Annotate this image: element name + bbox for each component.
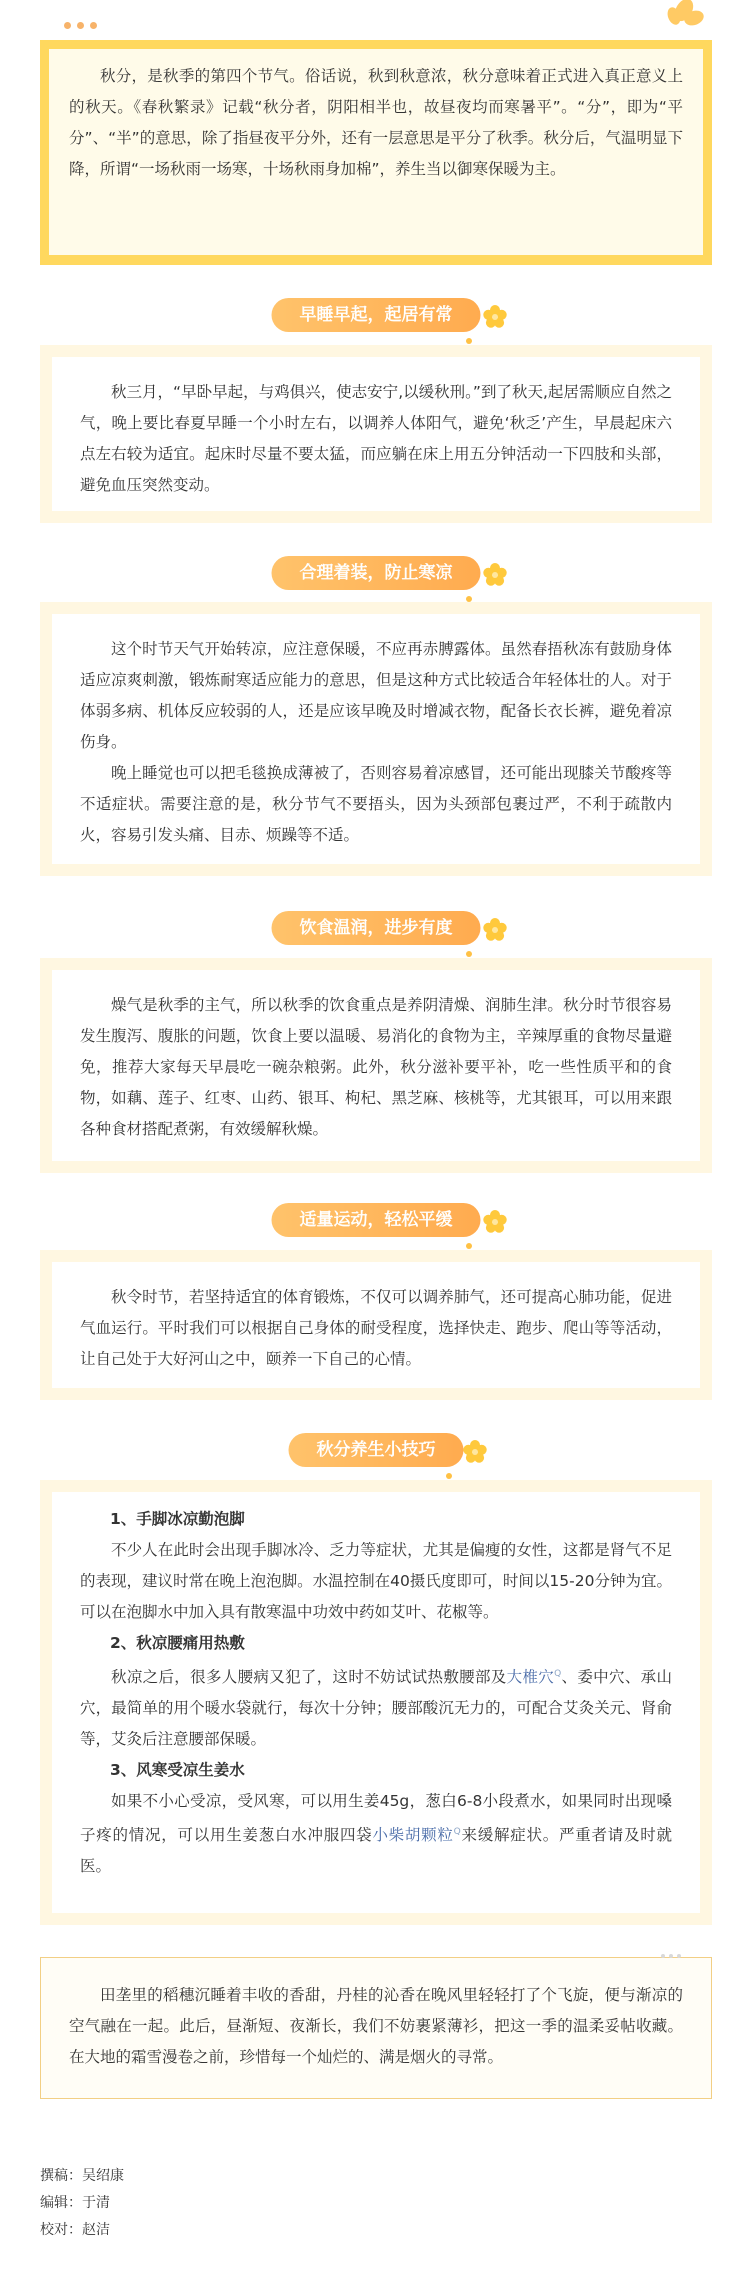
flower-icon	[482, 562, 508, 588]
intro-inner	[49, 49, 703, 255]
decor-dot	[466, 1243, 472, 1249]
section-header	[0, 548, 752, 608]
section-card	[40, 958, 712, 1173]
section-paragraph: 秋三月，“早卧早起，与鸡俱兴，使志安宁,以缓秋刑。”到了秋天,起居需顺应自然之气，晚上要比春夏早睡一个小时左右，以调养人体阳气，避免‘秋乏’产生，早晨起床六点左右较为适宜。起床时尽量不要太猛，而应躺在床上用五分钟活动一下四肢和头部，避免血压突然变动。	[80, 383, 672, 494]
tip-text: 来缓解症状。严重者请及时就医。	[80, 1826, 672, 1876]
tip-heading: 3、风寒受凉生姜水	[110, 1761, 245, 1780]
credit-writer: 撰稿：吴绍康	[40, 2168, 124, 2184]
credit-editor: 编辑：于清	[40, 2195, 110, 2211]
outro-paragraph: 田垄里的稻穗沉睡着丰收的香甜，丹桂的沁香在晚风里轻轻打了个飞旋，便与渐凉的空气融在一起。此后，昼渐短、夜渐长，我们不妨裹紧薄衫，把这一季的温柔妥帖收藏。在大地的霜雪漫卷之前，珍惜每一个灿烂的、满是烟火的寻常。	[69, 1986, 683, 2066]
section-title: 秋分养生小技巧	[289, 1433, 464, 1467]
section-card-inner	[52, 357, 700, 511]
tip-heading: 1、手脚冰凉勤泡脚	[110, 1510, 245, 1528]
acupoint-link[interactable]: 大椎穴	[506, 1668, 555, 1687]
section-card-inner	[52, 614, 700, 864]
section-paragraph: 这个时节天气开始转凉，应注意保暖，不应再赤膊露体。虽然春捂秋冻有鼓励身体适应凉爽刺激，锻炼耐寒适应能力的意思，但是这种方式比较适合年轻体壮的人。对于体弱多病、机体反应较弱的人，还是应该早晚及时增减衣物，配备长衣长裤，避免着凉伤身。	[80, 640, 672, 751]
section-title: 早睡早起，起居有常	[272, 298, 481, 332]
credits	[40, 2163, 124, 2244]
section-paragraph: 晚上睡觉也可以把毛毯换成薄被了，否则容易着凉感冒，还可能出现膝关节酸疼等不适症状。需要注意的是，秋分节气不要捂头，因为头颈部包裹过严，不利于疏散内火，容易引发头痛、目赤、烦躁等不适。	[80, 764, 672, 844]
section-header	[0, 1195, 752, 1255]
tip-paragraph: 不少人在此时会出现手脚冰冷、乏力等症状，尤其是偏瘦的女性，这都是肾气不足的表现，建议时常在晚上泡泡脚。水温控制在40摄氏度即可，时间以15-20分钟为宜。可以在泡脚水中加入具有散寒温中功效中药如艾叶、花椒等。	[80, 1541, 672, 1621]
section-paragraph: 秋令时节，若坚持适宜的体育锻炼，不仅可以调养肺气，还可提高心肺功能，促进气血运行。平时我们可以根据自己身体的耐受程度，选择快走、跑步、爬山等等活动，让自己处于大好河山之中，颐养一下自己的心情。	[80, 1288, 672, 1368]
decor-dot	[446, 1473, 452, 1479]
flower-icon	[656, 0, 704, 40]
tip-text: 、委中穴、承山穴，最简单的用个暖水袋就行，每次十分钟；腰部酸沉无力的，可配合艾灸关元、肾俞等，艾灸后注意腰部保暖。	[80, 1668, 672, 1749]
medicine-link[interactable]: 小柴胡颗粒	[372, 1826, 454, 1845]
section-title: 适量运动，轻松平缓	[272, 1203, 481, 1237]
intro-paragraph: 秋分，是秋季的第四个节气。俗话说，秋到秋意浓，秋分意味着正式进入真正意义上的秋天。《春秋繁录》记载“秋分者，阴阳相半也，故昼夜均而寒暑平”。“分”，即为“平分”、“半”的意思，除了指昼夜平分外，还有一层意思是平分了秋季。秋分后，气温明显下降，所谓“一场秋雨一场寒，十场秋雨身加棉”，养生当以御寒保暖为主。	[69, 67, 683, 178]
tip-paragraph	[80, 1786, 672, 1882]
tips-card-inner	[52, 1492, 700, 1913]
outro-box	[40, 1957, 712, 2099]
decor-dot	[466, 951, 472, 957]
section-header	[0, 1425, 752, 1485]
tips-card	[40, 1480, 712, 1925]
section-header	[0, 903, 752, 963]
section-card	[40, 602, 712, 876]
flower-icon	[482, 917, 508, 943]
intro-box	[40, 40, 712, 265]
flower-icon	[462, 1439, 488, 1465]
tip-paragraph	[80, 1659, 672, 1755]
tip-text: 秋凉之后，很多人腰病又犯了，这时不妨试试热敷腰部及	[111, 1668, 507, 1687]
section-card	[40, 345, 712, 523]
section-card-inner	[52, 970, 700, 1161]
decor-dot	[466, 338, 472, 344]
decor-dots	[661, 1954, 681, 1958]
search-icon: Q	[453, 1827, 461, 1838]
flower-icon	[482, 1209, 508, 1235]
section-paragraph: 燥气是秋季的主气，所以秋季的饮食重点是养阴清燥、润肺生津。秋分时节很容易发生腹泻、腹胀的问题，饮食上要以温暖、易消化的食物为主，辛辣厚重的食物尽量避免，推荐大家每天早晨吃一碗杂粮粥。此外，秋分滋补要平补，吃一些性质平和的食物，如藕、莲子、红枣、山药、银耳、枸杞、黑芝麻、核桃等，尤其银耳，可以用来跟各种食材搭配煮粥，有效缓解秋燥。	[80, 996, 672, 1138]
flower-icon	[482, 304, 508, 330]
section-header	[0, 290, 752, 350]
top-decoration	[40, 0, 712, 40]
tip-text: 如果不小心受凉，受风寒，可以用生姜45g，葱白6-8小段煮水，如果同时出现嗓子疼的情况，可以用生姜葱白水冲服四袋	[80, 1792, 672, 1845]
section-card	[40, 1250, 712, 1400]
decor-dots	[64, 22, 97, 29]
section-card-inner	[52, 1262, 700, 1388]
tip-heading: 2、秋凉腰痛用热敷	[110, 1634, 245, 1652]
section-title: 饮食温润，进步有度	[272, 911, 481, 945]
section-title: 合理着装，防止寒凉	[272, 556, 481, 590]
credit-proofreader: 校对：赵洁	[40, 2222, 110, 2238]
search-icon: Q	[554, 1669, 562, 1679]
